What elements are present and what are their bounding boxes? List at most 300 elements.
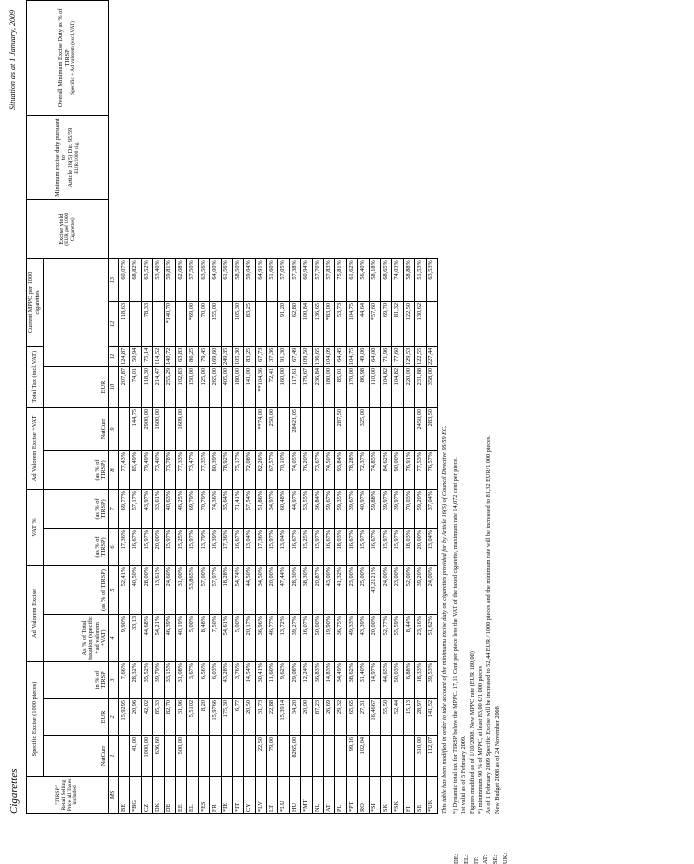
cell-c13: 74,03% (392, 259, 403, 302)
cell-c2: 20,50 (244, 699, 255, 736)
cell-c3: 6,03% (210, 662, 221, 699)
cell-c2: 6,77 (232, 699, 243, 736)
cell-c9 (210, 408, 221, 451)
cell-c1 (164, 736, 175, 777)
cell-c2: 15,3914 (278, 699, 289, 736)
cell-c10: 179,67 (301, 367, 312, 408)
min-excise-unit: EUR/1000 cig. (73, 141, 80, 174)
cell-c1 (380, 736, 391, 777)
cell-c2: 141,52 (426, 699, 437, 736)
colnum-1: 1 (109, 736, 119, 777)
cell-c6: 15,97% (358, 529, 369, 566)
cell-c8: 74,05% (289, 451, 300, 490)
cell-c4: 36,75% (335, 615, 346, 662)
cell-c13: 75,81% (335, 259, 346, 302)
table-row (232, 1, 243, 814)
row-member-state: FI (403, 777, 414, 814)
table-row (244, 1, 255, 814)
cell-c4: 52,77% (380, 615, 391, 662)
cell-c4: 39,27% (289, 615, 300, 662)
cell-c11: 124,87 (119, 346, 130, 366)
cell-c1 (221, 736, 232, 777)
subheader-total-tax-pct: (as % of TIRSP) (44, 451, 109, 490)
cell-c9: 2450,00 (415, 408, 426, 451)
subheader-pct-total-taxation: As % of Total taxation (specific +ad valorem +VAT) (44, 615, 109, 662)
cell-c10: 236,84 (312, 367, 323, 408)
cell-c10: 358,00 (426, 367, 437, 408)
cell-c9 (369, 408, 380, 451)
cell-c2: 26,69 (324, 699, 335, 736)
table-row (312, 1, 323, 814)
table-note: This table has been modified in order to take account of the minimumu excise duty on cigarettes provided for by Article 16(5) of Council Directive 95/59 EC. (441, 425, 448, 814)
cell-c5: 28,30% (289, 566, 300, 615)
cell-c4: 40,19% (175, 615, 186, 662)
cell-c7: 46,25% (175, 490, 186, 529)
excise-yield-title: Excise yield (57, 213, 65, 245)
cell-c3: 12,24% (301, 662, 312, 699)
subheader-pct-tirsp-1: in % of TIRSP (44, 662, 109, 699)
row-member-state: *SI (369, 777, 380, 814)
cell-c4: 5,00% (187, 615, 198, 662)
cell-c12: 105,30 (232, 301, 243, 346)
cell-c4: 8,44% (403, 615, 414, 662)
cell-c7: 39,67% (346, 490, 357, 529)
cell-c5: 20,00% (267, 566, 278, 615)
legend-entry: AT: (482, 854, 490, 864)
cell-c9 (198, 408, 209, 451)
row-member-state: *MT (301, 777, 312, 814)
subheader-advalorem-pct: (as % of TIRSP) (44, 566, 109, 615)
cell-c5: 28,00% (141, 566, 152, 615)
cell-c7: 39,97% (392, 490, 403, 529)
cell-c7: 44,97% (289, 490, 300, 529)
legend-entry: SE: (492, 854, 499, 864)
cell-c1: 636,60 (153, 736, 164, 777)
cell-c12: 136,65 (312, 301, 323, 346)
cell-c2: 82,70 (164, 699, 175, 736)
row-member-state: *LU (278, 777, 289, 814)
header-tirsp-label: "TIRSP" Retail Selling Price all Taxes included (54, 778, 79, 812)
subheader-advalorem-vat-pct: (as % of TIRSP) (44, 490, 109, 529)
cell-c7: 70,79% (198, 490, 209, 529)
cell-c4: 5,00% (232, 615, 243, 662)
cell-c6: 13,04% (278, 529, 289, 566)
cell-c4: 44,68% (141, 615, 152, 662)
cell-c9: 283,50 (426, 408, 437, 451)
cell-c10: 180,00 (324, 367, 335, 408)
cell-c7: 59,35% (335, 490, 346, 529)
cell-c13: 68,82% (130, 259, 141, 302)
cell-c11: 63,83 (175, 346, 186, 366)
cell-c11: 71,96 (380, 346, 391, 366)
table-row (175, 1, 186, 814)
footnote: *) minimmum 90 % of MPPC, at least 83,00 €/1 000 pieces (477, 666, 485, 814)
cell-c9 (346, 408, 357, 451)
cell-c3: 31,40% (358, 662, 369, 699)
cell-c3: 33,15% (164, 662, 175, 699)
cell-c8: 77,43% (119, 451, 130, 490)
cell-c10: 180,00 (232, 367, 243, 408)
cell-c11: 249,35 (221, 346, 232, 366)
cell-c8: 77,33% (175, 451, 186, 490)
cell-c3: 6,56% (198, 662, 209, 699)
cell-c6: 20,00% (153, 529, 164, 566)
cell-c10: 72,41 (267, 367, 278, 408)
cell-c9: 1600,00 (153, 408, 164, 451)
cell-c6: 15,97% (312, 529, 323, 566)
cell-c10: 141,00 (244, 367, 255, 408)
cell-c6: 16,67% (232, 529, 243, 566)
cell-c5: 57,00% (198, 566, 209, 615)
cell-c8: 80,39% (210, 451, 221, 490)
cell-c6: 18,03% (335, 529, 346, 566)
table-row (255, 1, 266, 814)
cell-c11: 91,30 (278, 346, 289, 366)
cell-c4: 33,13 (130, 615, 141, 662)
cell-c12: *83,00 (324, 301, 335, 346)
cell-c13: 60,07% (119, 259, 130, 302)
row-member-state: SK (380, 777, 391, 814)
cell-c11: 105,30 (232, 346, 243, 366)
colnum-5: 5 (109, 566, 119, 615)
cell-c9: **74,00 (255, 408, 266, 451)
cell-c4: 20,00% (369, 615, 380, 662)
table-row (278, 1, 289, 814)
cell-c10: 110,00 (369, 367, 380, 408)
cell-c11: 50,94 (130, 346, 141, 366)
cell-c9 (244, 408, 255, 451)
min-excise-article: Article 16(5) Dir. 95/59 (66, 127, 74, 188)
cell-c6: 17,36% (119, 529, 130, 566)
row-member-state: EL (187, 777, 198, 814)
cell-c6: 16,67% (289, 529, 300, 566)
cell-c7: 43,97% (141, 490, 152, 529)
cell-c12: 83,25 (244, 301, 255, 346)
cell-c6: 16,67% (369, 529, 380, 566)
footnote: Figures modified as of 1/10/2008. New MPPC rate (EUR 180,00) (468, 651, 476, 814)
cell-c6: 15,25% (301, 529, 312, 566)
cell-c3: 35,52% (141, 662, 152, 699)
cell-c13: 58,50% (232, 259, 243, 302)
cell-c8: 79,49% (141, 451, 152, 490)
cell-c1 (187, 736, 198, 777)
cell-c4: 20,17% (244, 615, 255, 662)
cell-c9: 287,50 (335, 408, 346, 451)
cell-c13: 51,60% (267, 259, 278, 302)
cell-c2: 16,4667 (369, 699, 380, 736)
cell-c11: 86,25 (187, 346, 198, 366)
cell-c2: 27,31 (358, 699, 369, 736)
cell-c13: 60,94% (301, 259, 312, 302)
cell-c11: 136,65 (312, 346, 323, 366)
cell-c1: 310,00 (415, 736, 426, 777)
cell-c7: 59,88% (369, 490, 380, 529)
cell-c8: 67,57% (267, 451, 278, 490)
cell-c11: 37,36 (267, 346, 278, 366)
cell-c13: 57,05% (278, 259, 289, 302)
cell-c2: 65,65 (346, 699, 357, 736)
cell-c8: 73,67% (312, 451, 323, 490)
cell-c7: 70,03% (403, 490, 414, 529)
cell-c13: 58,18% (369, 259, 380, 302)
cell-c1: 102,04 (358, 736, 369, 777)
cell-c4: 9,90% (119, 615, 130, 662)
cell-c3: 11,60% (267, 662, 278, 699)
cell-c1 (335, 736, 346, 777)
cell-c4: 23,16% (415, 615, 426, 662)
cell-c1 (403, 736, 414, 777)
row-member-state: *BG (130, 777, 141, 814)
cell-c5: 34,50% (255, 566, 266, 615)
row-member-state: AT (324, 777, 335, 814)
row-member-state: DE (164, 777, 175, 814)
cell-c10: 117,61 (289, 367, 300, 408)
table-row (130, 1, 141, 814)
cell-c4: 54,21% (153, 615, 164, 662)
cell-c10: 85,01 (335, 367, 346, 408)
group-total-tax: Total Tax (incl.VAT) (27, 346, 44, 407)
cell-c8: 85,49% (130, 451, 141, 490)
cell-c8: 78,28% (346, 451, 357, 490)
table-row (415, 1, 426, 814)
cell-c1 (198, 736, 209, 777)
cell-c10: 231,88 (415, 367, 426, 408)
cell-c4: 13,72% (278, 615, 289, 662)
group-overall-minimum (27, 1, 109, 116)
cell-c4: 16,07% (301, 615, 312, 662)
cell-c5: 39,20% (415, 566, 426, 615)
cell-c13: 58,88% (403, 259, 414, 302)
cell-c3: 43,28% (221, 662, 232, 699)
table-row (324, 1, 335, 814)
cell-c8: 72,08% (244, 451, 255, 490)
cell-c3: 44,65% (380, 662, 391, 699)
cell-c3: 14,97% (369, 662, 380, 699)
cell-c2: 8,20 (198, 699, 209, 736)
page-title: Cigarettes (8, 768, 20, 814)
cell-c10: 86,98 (358, 367, 369, 408)
cell-c11: 67,73 (255, 346, 266, 366)
cell-c7: 51,86% (255, 490, 266, 529)
cell-c13: 63,52% (141, 259, 152, 302)
cell-c8: 82,26% (255, 451, 266, 490)
country-legend (452, 853, 511, 864)
subheader-eur-2: EUR (44, 367, 109, 408)
cell-c3: 30,41% (255, 662, 266, 699)
cell-c6: 16,39% (210, 529, 221, 566)
group-current-mppc: Current MPPC per 1000 cigarettes (27, 259, 44, 346)
footnote: 1st valid as of 5 February 2009. (460, 735, 468, 814)
cell-c6: 17,36% (221, 529, 232, 566)
cell-c9: 144,75 (130, 408, 141, 451)
row-member-state: *SK (392, 777, 403, 814)
cell-c5: 47,44% (278, 566, 289, 615)
cell-c7: 60,48% (278, 490, 289, 529)
cell-c2: 29,32 (335, 699, 346, 736)
group-ad-valorem-plus-vat: Ad Valorem Excise +VAT (27, 408, 44, 490)
cell-c1 (324, 736, 335, 777)
row-member-state: LT (267, 777, 278, 814)
row-member-state: SE (415, 777, 426, 814)
cell-c8: 77,35% (198, 451, 209, 490)
cell-c5: 24,60% (164, 566, 175, 615)
cell-c4: 46,77% (267, 615, 278, 662)
cell-c9 (278, 408, 289, 451)
cell-c5: 31,00% (175, 566, 186, 615)
cell-c13: 63,53% (426, 259, 437, 302)
cell-c4: 49,33% (346, 615, 357, 662)
cell-c13: 62,08% (175, 259, 186, 302)
cell-c6: 16,67% (324, 529, 335, 566)
table-row (392, 1, 403, 814)
cell-c11: 140,72 (164, 346, 175, 366)
cell-c6: 16,67% (130, 529, 141, 566)
cell-c1: 41,00 (130, 736, 141, 777)
cell-c1 (392, 736, 403, 777)
cell-c12: 62,80 (289, 301, 300, 346)
cell-c7: 59,20% (415, 490, 426, 529)
cell-c12 (153, 301, 164, 346)
cell-c12: 122,50 (403, 301, 414, 346)
cell-c8: 75,17% (232, 451, 243, 490)
cell-c10: 74,01 (130, 367, 141, 408)
colnum-2: 2 (109, 699, 119, 736)
cell-c13: 57,38% (289, 259, 300, 302)
cell-c2: 28,97 (415, 699, 426, 736)
cell-c6: 15,97% (141, 529, 152, 566)
excise-yield-unit: (EUR per 1000 Cigarettes) (64, 212, 76, 246)
cell-c2: 52,44 (392, 699, 403, 736)
cell-c1: 8265,00 (289, 736, 300, 777)
cell-c5: 41,32% (335, 566, 346, 615)
cell-c7: 36,84% (312, 490, 323, 529)
cell-c5: 23,00% (392, 566, 403, 615)
cell-c4: 36,96% (255, 615, 266, 662)
cell-c9: 2900,00 (141, 408, 152, 451)
cell-c4: 55,59% (392, 615, 403, 662)
row-member-state: DK (153, 777, 164, 814)
cell-c8: 73,47% (187, 451, 198, 490)
cell-c6: 16,67% (346, 529, 357, 566)
cell-c8: 73,78% (164, 451, 175, 490)
cell-c6: 13,04% (426, 529, 437, 566)
cell-c3: 3,76% (232, 662, 243, 699)
cell-c4: 46,39% (164, 615, 175, 662)
cell-c7: 39,97% (380, 490, 391, 529)
cell-c1: 1000,00 (141, 736, 152, 777)
cell-c13: 56,40% (358, 259, 369, 302)
cell-c13: 53,40% (153, 259, 164, 302)
row-member-state: EE (175, 777, 186, 814)
cell-c12: 104,75 (346, 301, 357, 346)
cell-c6: 15,97% (392, 529, 403, 566)
cell-c10: 255,29 (164, 367, 175, 408)
cell-c7: 59,67% (324, 490, 335, 529)
cell-c12 (426, 301, 437, 346)
cell-c9 (119, 408, 130, 451)
cell-c12: 69,70 (380, 301, 391, 346)
cell-c13: 57,50% (187, 259, 198, 302)
row-member-state: HU (289, 777, 300, 814)
cell-c5: 52,41% (119, 566, 130, 615)
cell-c3: 31,08% (175, 662, 186, 699)
cell-c5: 18,28% (221, 566, 232, 615)
group-minimum-excise-duty (27, 115, 109, 199)
cell-c8: 84,62% (380, 451, 391, 490)
cell-c7: 57,54% (244, 490, 255, 529)
cell-c2: 42,02 (141, 699, 152, 736)
legend-entry: DE: (453, 853, 460, 864)
subheader-eur-1: EUR (44, 699, 109, 736)
cell-c9 (380, 408, 391, 451)
cell-c6: 15,25% (175, 529, 186, 566)
footnote: As of 1 February 2009 Specific Excise will be increased to 52,44 EUR / 1000 pieces and the minimum rate will be increased to 81,32 EUR/1 000 pieces. (485, 435, 493, 814)
cell-c7: 69,79% (187, 490, 198, 529)
cell-c3: 14,54% (244, 662, 255, 699)
cell-c10: 214,47 (153, 367, 164, 408)
cell-c10: 170,00 (346, 367, 357, 408)
cell-c5: 24,00% (426, 566, 437, 615)
group-excise-yield (27, 200, 109, 259)
cell-c5: 20,87% (312, 566, 323, 615)
cell-c9: 250,00 (267, 408, 278, 451)
cell-c11: 79,45 (198, 346, 209, 366)
table-group-header-row (27, 1, 44, 814)
footnote: New Budget 2008 as of 24 November 2008 (493, 706, 501, 814)
cell-c1 (210, 736, 221, 777)
row-member-state: *IE (221, 777, 232, 814)
column-number-row (109, 1, 119, 814)
cell-c8: 93,84% (335, 451, 346, 490)
cell-c8: 76,20% (301, 451, 312, 490)
legend-entry: IT: (472, 856, 480, 864)
footnote: *) Dynamic total tax for TIRSP below the MPPC. 17,11 Cent per piece less the VAT of the taxed cigarette, maximum rate 14,072 cent per piece. (452, 457, 459, 814)
row-member-state: *IT (232, 777, 243, 814)
colnum-12: 12 (109, 301, 119, 346)
row-member-state: NL (312, 777, 323, 814)
cell-c12: *140,70 (164, 301, 175, 346)
cell-c4: 50,00% (312, 615, 323, 662)
cell-c13: 63,56% (198, 259, 209, 302)
cell-c2: 31,73 (255, 699, 266, 736)
cell-c9: 1609,00 (175, 408, 186, 451)
cell-c12: 44,64 (358, 301, 369, 346)
cell-c3: 28,32% (130, 662, 141, 699)
cell-c3: 7,66% (119, 662, 130, 699)
cell-c3: 3,67% (187, 662, 198, 699)
min-excise-title: Minimum excise duty pursuant to (53, 118, 68, 197)
cell-c1: 22,50 (255, 736, 266, 777)
cell-c11: 114,52 (153, 346, 164, 366)
cell-c7: 40,63% (164, 490, 175, 529)
cell-c6: 15,97% (267, 529, 278, 566)
cell-c6: 15,97% (164, 529, 175, 566)
cell-c3: 39,53% (426, 662, 437, 699)
row-member-state: *LV (255, 777, 266, 814)
cell-c13: 59,04% (244, 259, 255, 302)
cell-c7: 74,36% (210, 490, 221, 529)
table-row (153, 1, 164, 814)
header-ms-block (27, 777, 109, 814)
cell-c5: 54,74% (232, 566, 243, 615)
cell-c10: 102,83 (175, 367, 186, 408)
cell-c4: 43,39% (358, 615, 369, 662)
cell-c1: 99,16 (346, 736, 357, 777)
colnum-13: 13 (109, 259, 119, 302)
colnum-8: 8 (109, 451, 119, 490)
cell-c12 (130, 301, 141, 346)
row-member-state: FR (210, 777, 221, 814)
